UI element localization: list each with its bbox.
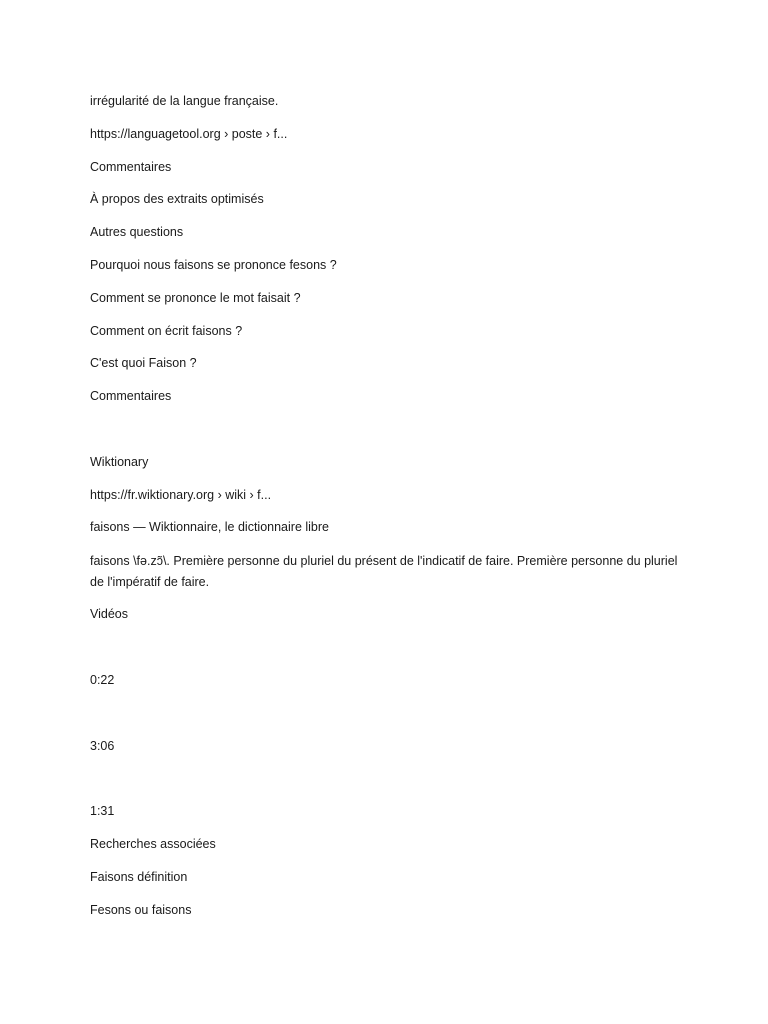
question-item[interactable]: Comment on écrit faisons ? <box>90 324 243 338</box>
comments-link[interactable]: Commentaires <box>90 389 172 403</box>
videos-heading: Vidéos <box>90 607 128 621</box>
source-url-languagetool[interactable]: https://languagetool.org › poste › f... <box>90 127 288 141</box>
result-site-name: Wiktionary <box>90 455 149 469</box>
comments-link[interactable]: Commentaires <box>90 160 172 174</box>
question-item[interactable]: Comment se prononce le mot faisait ? <box>90 291 301 305</box>
related-searches-heading: Recherches associées <box>90 837 216 851</box>
about-featured-snippets-link[interactable]: À propos des extraits optimisés <box>90 192 264 206</box>
video-duration[interactable]: 3:06 <box>90 739 115 753</box>
result-title[interactable]: faisons — Wiktionnaire, le dictionnaire libre <box>90 520 329 534</box>
snippet-text: irrégularité de la langue française. <box>90 94 279 108</box>
source-url-wiktionary[interactable]: https://fr.wiktionary.org › wiki › f... <box>90 488 272 502</box>
related-search-item[interactable]: Faisons définition <box>90 870 188 884</box>
question-item[interactable]: Pourquoi nous faisons se prononce fesons ? <box>90 258 337 272</box>
question-item[interactable]: C'est quoi Faison ? <box>90 356 197 370</box>
related-search-item[interactable]: Fesons ou faisons <box>90 903 192 917</box>
video-duration[interactable]: 1:31 <box>90 804 115 818</box>
video-duration[interactable]: 0:22 <box>90 673 115 687</box>
result-description: faisons \fə.zɔ̃\. Première personne du pluriel du présent de l'indicatif de faire. Première personne du pluriel de l'impératif de faire. <box>90 554 678 589</box>
other-questions-heading: Autres questions <box>90 225 184 239</box>
